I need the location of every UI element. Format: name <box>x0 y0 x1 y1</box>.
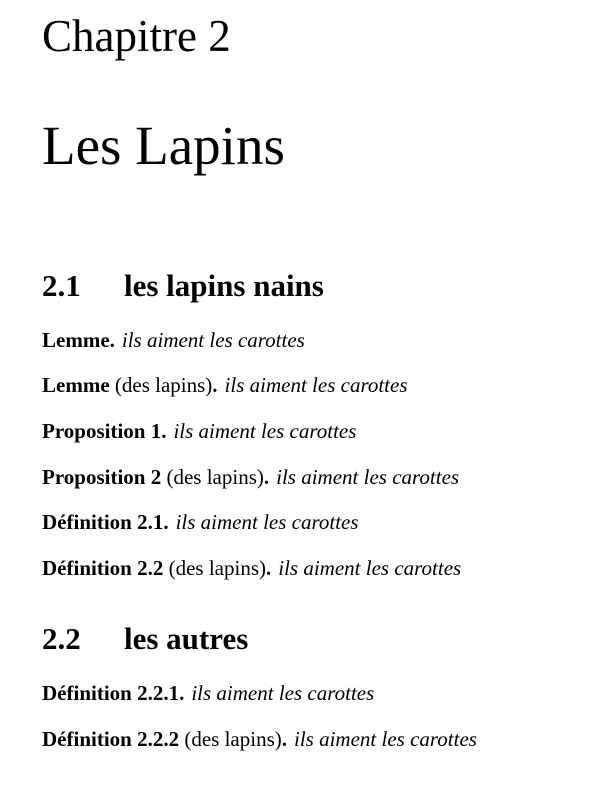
section-number: 2.1 <box>42 268 81 303</box>
statement-body: ils aiment les carottes <box>173 419 357 443</box>
statement-note: (des lapins) <box>114 373 213 397</box>
statement-note: (des lapins) <box>184 727 282 751</box>
statement-number: 2.2 <box>137 556 164 580</box>
statement-note: (des lapins) <box>166 465 264 489</box>
statement-body: ils aiment les carottes <box>121 328 305 352</box>
statement-number: 2.2.2 <box>137 727 180 751</box>
section-heading <box>42 268 324 304</box>
statement-kind: Lemme <box>42 373 110 397</box>
statement-kind: Définition <box>42 510 132 534</box>
statement-number: 2.1 <box>137 510 164 534</box>
statement-kind: Proposition <box>42 419 146 443</box>
statement-kind: Proposition <box>42 465 146 489</box>
statement-kind: Définition <box>42 681 132 705</box>
statement-proposition: Proposition 1. ils aiment les carottes <box>42 419 357 443</box>
section-title: les lapins nains <box>124 268 324 303</box>
statement-body: ils aiment les carottes <box>224 373 408 397</box>
statement-kind: Définition <box>42 556 132 580</box>
statement-definition-named: Définition 2.2 (des lapins). ils aiment les carottes <box>42 556 462 580</box>
statement-lemma-named: Lemme (des lapins). ils aiment les carottes <box>42 373 408 397</box>
statement-body: ils aiment les carottes <box>276 465 460 489</box>
statement-kind: Lemme <box>42 328 110 352</box>
statement-definition: Définition 2.1. ils aiment les carottes <box>42 510 359 534</box>
statement-body: ils aiment les carottes <box>294 727 477 751</box>
chapter-label: Chapitre 2 <box>42 11 231 61</box>
statement-note: (des lapins) <box>168 556 266 580</box>
chapter-title: Les Lapins <box>42 115 285 176</box>
statement-number: 1 <box>150 419 162 443</box>
statement-body: ils aiment les carottes <box>278 556 462 580</box>
section-heading <box>42 621 248 657</box>
statement-body: ils aiment les carottes <box>191 681 375 705</box>
statement-definition-named: Définition 2.2.2 (des lapins). ils aiment les carottes <box>42 727 477 751</box>
statement-kind: Définition <box>42 727 132 751</box>
statement-body: ils aiment les carottes <box>175 510 359 534</box>
statement-proposition-named: Proposition 2 (des lapins). ils aiment les carottes <box>42 465 460 489</box>
statement-number: 2.2.1 <box>137 681 180 705</box>
section-number: 2.2 <box>42 621 81 656</box>
statement-number: 2 <box>150 465 162 489</box>
section-title: les autres <box>124 621 249 656</box>
statement-definition: Définition 2.2.1. ils aiment les carottes <box>42 681 375 705</box>
statement-lemma: Lemme. ils aiment les carottes <box>42 328 305 352</box>
